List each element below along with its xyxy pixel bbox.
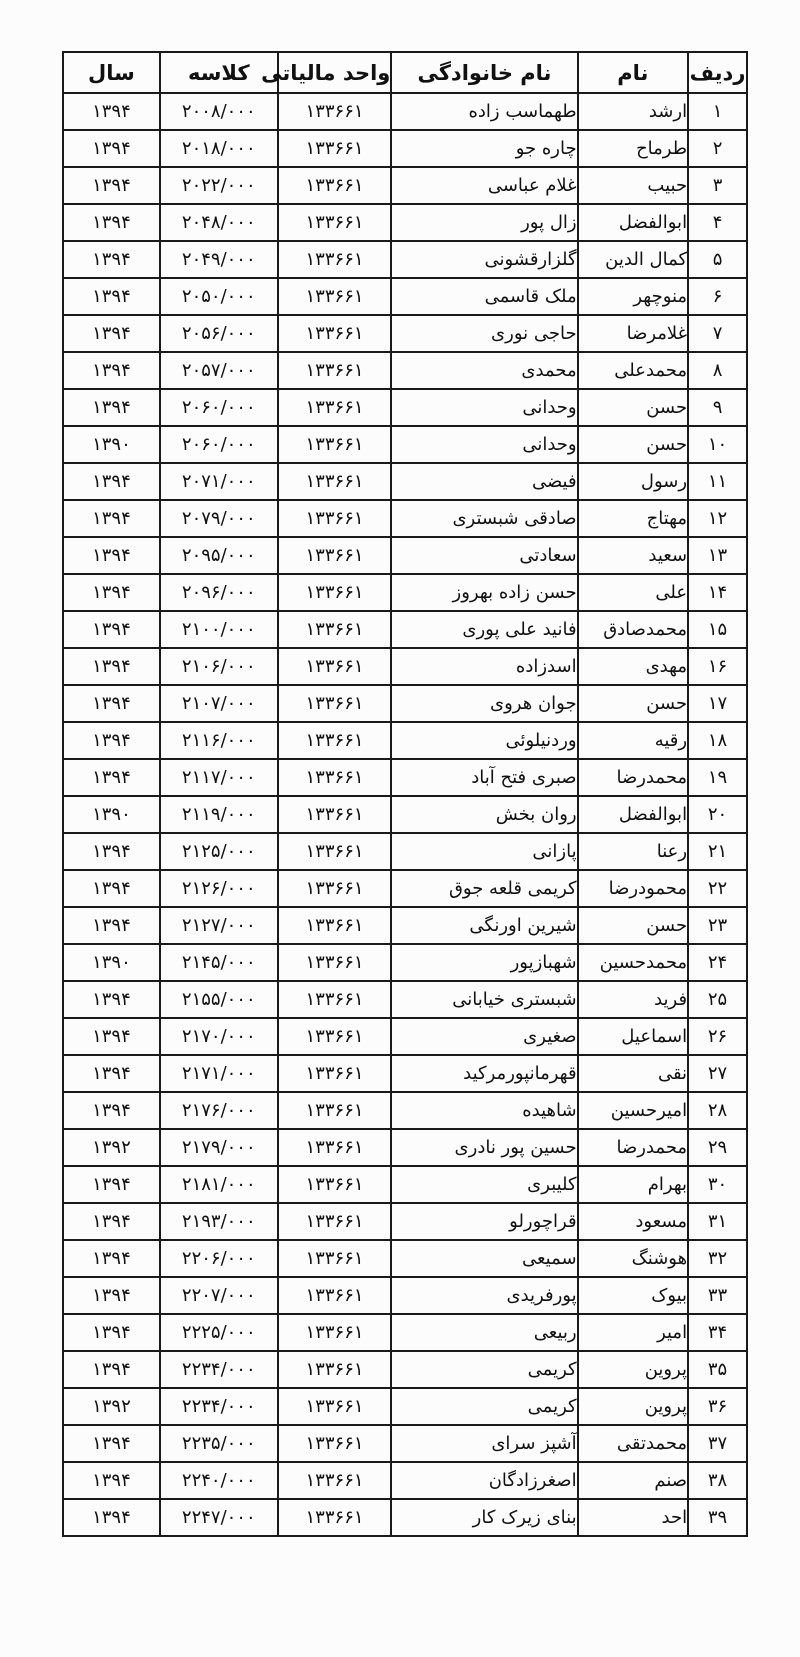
file-number-cell: ۲۱۱۹/۰۰۰: [160, 796, 278, 833]
file-number-cell: ۲۰۴۸/۰۰۰: [160, 204, 278, 241]
file-number-cell: ۲۰۶۰/۰۰۰: [160, 389, 278, 426]
table-row: [63, 500, 747, 537]
table-row: [63, 648, 747, 685]
year-cell: ۱۳۹۴: [63, 1462, 160, 1499]
table-row: [63, 352, 747, 389]
row-number-cell: ۱۶: [688, 648, 747, 685]
family-name-cell: جوان هروی: [391, 685, 577, 722]
table-row: [63, 1240, 747, 1277]
first-name-cell: سعید: [578, 537, 688, 574]
table-row: [63, 278, 747, 315]
first-name-cell: رقیه: [578, 722, 688, 759]
row-number-cell: ۳۹: [688, 1499, 747, 1536]
tax-unit-cell: ۱۳۳۶۶۱: [278, 907, 392, 944]
year-cell: ۱۳۹۴: [63, 352, 160, 389]
family-name-cell: زال پور: [391, 204, 577, 241]
file-number-cell: ۲۲۴۰/۰۰۰: [160, 1462, 278, 1499]
row-number-cell: ۶: [688, 278, 747, 315]
first-name-cell: محمودرضا: [578, 870, 688, 907]
table-row: [63, 796, 747, 833]
tax-unit-cell: ۱۳۳۶۶۱: [278, 574, 392, 611]
year-cell: ۱۳۹۴: [63, 722, 160, 759]
file-number-cell: ۲۱۴۵/۰۰۰: [160, 944, 278, 981]
header-file-number: کلاسه: [160, 52, 278, 93]
table-row: [63, 574, 747, 611]
year-cell: ۱۳۹۴: [63, 1351, 160, 1388]
year-cell: ۱۳۹۴: [63, 130, 160, 167]
row-number-cell: ۱۹: [688, 759, 747, 796]
year-cell: ۱۳۹۴: [63, 93, 160, 130]
table-row: [63, 907, 747, 944]
table-row: [63, 1425, 747, 1462]
file-number-cell: ۲۱۷۹/۰۰۰: [160, 1129, 278, 1166]
family-name-cell: قراچورلو: [391, 1203, 577, 1240]
row-number-cell: ۵: [688, 241, 747, 278]
tax-unit-cell: ۱۳۳۶۶۱: [278, 278, 392, 315]
file-number-cell: ۲۰۴۹/۰۰۰: [160, 241, 278, 278]
year-cell: ۱۳۹۴: [63, 241, 160, 278]
year-cell: ۱۳۹۲: [63, 1388, 160, 1425]
first-name-cell: مهتاج: [578, 500, 688, 537]
table-row: [63, 167, 747, 204]
year-cell: ۱۳۹۰: [63, 796, 160, 833]
row-number-cell: ۳۵: [688, 1351, 747, 1388]
tax-unit-cell: ۱۳۳۶۶۱: [278, 241, 392, 278]
file-number-cell: ۲۰۵۰/۰۰۰: [160, 278, 278, 315]
row-number-cell: ۷: [688, 315, 747, 352]
table-row: [63, 204, 747, 241]
tax-unit-cell: ۱۳۳۶۶۱: [278, 389, 392, 426]
family-name-cell: فانید علی پوری: [391, 611, 577, 648]
tax-unit-cell: ۱۳۳۶۶۱: [278, 1166, 392, 1203]
file-number-cell: ۲۱۹۳/۰۰۰: [160, 1203, 278, 1240]
file-number-cell: ۲۱۰۶/۰۰۰: [160, 648, 278, 685]
family-name-cell: کریمی قلعه جوق: [391, 870, 577, 907]
table-row: [63, 315, 747, 352]
first-name-cell: بیوک: [578, 1277, 688, 1314]
tax-unit-cell: ۱۳۳۶۶۱: [278, 1314, 392, 1351]
year-cell: ۱۳۹۴: [63, 1425, 160, 1462]
tax-unit-cell: ۱۳۳۶۶۱: [278, 611, 392, 648]
row-number-cell: ۳۱: [688, 1203, 747, 1240]
tax-unit-cell: ۱۳۳۶۶۱: [278, 352, 392, 389]
year-cell: ۱۳۹۴: [63, 870, 160, 907]
tax-unit-cell: ۱۳۳۶۶۱: [278, 1277, 392, 1314]
file-number-cell: ۲۰۰۸/۰۰۰: [160, 93, 278, 130]
tax-unit-cell: ۱۳۳۶۶۱: [278, 204, 392, 241]
year-cell: ۱۳۹۴: [63, 833, 160, 870]
year-cell: ۱۳۹۴: [63, 500, 160, 537]
row-number-cell: ۲۷: [688, 1055, 747, 1092]
year-cell: ۱۳۹۴: [63, 204, 160, 241]
first-name-cell: مسعود: [578, 1203, 688, 1240]
family-name-cell: حسن زاده بهروز: [391, 574, 577, 611]
tax-unit-cell: ۱۳۳۶۶۱: [278, 648, 392, 685]
file-number-cell: ۲۱۷۰/۰۰۰: [160, 1018, 278, 1055]
file-number-cell: ۲۱۰۰/۰۰۰: [160, 611, 278, 648]
family-name-cell: سمیعی: [391, 1240, 577, 1277]
first-name-cell: احد: [578, 1499, 688, 1536]
tax-unit-cell: ۱۳۳۶۶۱: [278, 500, 392, 537]
year-cell: ۱۳۹۴: [63, 574, 160, 611]
file-number-cell: ۲۰۵۶/۰۰۰: [160, 315, 278, 352]
row-number-cell: ۱۳: [688, 537, 747, 574]
table-row: [63, 981, 747, 1018]
table-row: [63, 1129, 747, 1166]
first-name-cell: امیر: [578, 1314, 688, 1351]
tax-unit-cell: ۱۳۳۶۶۱: [278, 685, 392, 722]
table-row: [63, 833, 747, 870]
family-name-cell: قهرمانپورمرکید: [391, 1055, 577, 1092]
table-row: [63, 611, 747, 648]
year-cell: ۱۳۹۴: [63, 1277, 160, 1314]
file-number-cell: ۲۲۳۴/۰۰۰: [160, 1388, 278, 1425]
first-name-cell: فرید: [578, 981, 688, 1018]
family-name-cell: گلزارقشونی: [391, 241, 577, 278]
family-name-cell: حاجی نوری: [391, 315, 577, 352]
family-name-cell: شاهیده: [391, 1092, 577, 1129]
year-cell: ۱۳۹۴: [63, 685, 160, 722]
file-number-cell: ۲۰۹۵/۰۰۰: [160, 537, 278, 574]
table-row: [63, 1462, 747, 1499]
table-row: [63, 1351, 747, 1388]
file-number-cell: ۲۲۳۴/۰۰۰: [160, 1351, 278, 1388]
year-cell: ۱۳۹۴: [63, 611, 160, 648]
row-number-cell: ۱۱: [688, 463, 747, 500]
row-number-cell: ۳۷: [688, 1425, 747, 1462]
tax-unit-cell: ۱۳۳۶۶۱: [278, 93, 392, 130]
table-row: [63, 759, 747, 796]
first-name-cell: محمدتقی: [578, 1425, 688, 1462]
family-name-cell: چاره جو: [391, 130, 577, 167]
tax-unit-cell: ۱۳۳۶۶۱: [278, 1240, 392, 1277]
year-cell: ۱۳۹۴: [63, 1166, 160, 1203]
first-name-cell: ابوالفضل: [578, 796, 688, 833]
file-number-cell: ۲۱۱۶/۰۰۰: [160, 722, 278, 759]
taxpayer-table: [62, 51, 748, 1537]
row-number-cell: ۲: [688, 130, 747, 167]
row-number-cell: ۱۷: [688, 685, 747, 722]
family-name-cell: شبستری خیابانی: [391, 981, 577, 1018]
row-number-cell: ۱۸: [688, 722, 747, 759]
year-cell: ۱۳۹۴: [63, 907, 160, 944]
file-number-cell: ۲۱۵۵/۰۰۰: [160, 981, 278, 1018]
header-row: [63, 52, 747, 93]
file-number-cell: ۲۰۷۹/۰۰۰: [160, 500, 278, 537]
family-name-cell: کلیبری: [391, 1166, 577, 1203]
file-number-cell: ۲۰۵۷/۰۰۰: [160, 352, 278, 389]
year-cell: ۱۳۹۴: [63, 315, 160, 352]
year-cell: ۱۳۹۰: [63, 426, 160, 463]
table-row: [63, 1499, 747, 1536]
tax-unit-cell: ۱۳۳۶۶۱: [278, 833, 392, 870]
tax-unit-cell: ۱۳۳۶۶۱: [278, 944, 392, 981]
year-cell: ۱۳۹۴: [63, 1499, 160, 1536]
family-name-cell: اسدزاده: [391, 648, 577, 685]
tax-unit-cell: ۱۳۳۶۶۱: [278, 463, 392, 500]
first-name-cell: صنم: [578, 1462, 688, 1499]
file-number-cell: ۲۰۶۰/۰۰۰: [160, 426, 278, 463]
header-family-name: نام خانوادگی: [391, 52, 577, 93]
first-name-cell: محمدرضا: [578, 759, 688, 796]
table-row: [63, 1388, 747, 1425]
table-row: [63, 1018, 747, 1055]
table-row: [63, 944, 747, 981]
tax-unit-cell: ۱۳۳۶۶۱: [278, 1129, 392, 1166]
file-number-cell: ۲۱۲۵/۰۰۰: [160, 833, 278, 870]
first-name-cell: محمدصادق: [578, 611, 688, 648]
family-name-cell: شیرین اورنگی: [391, 907, 577, 944]
family-name-cell: سعادتی: [391, 537, 577, 574]
tax-unit-cell: ۱۳۳۶۶۱: [278, 1055, 392, 1092]
table-row: [63, 1314, 747, 1351]
row-number-cell: ۲۳: [688, 907, 747, 944]
table-row: [63, 722, 747, 759]
first-name-cell: حبیب: [578, 167, 688, 204]
table-row: [63, 1092, 747, 1129]
first-name-cell: ابوالفضل: [578, 204, 688, 241]
file-number-cell: ۲۱۲۶/۰۰۰: [160, 870, 278, 907]
table-row: [63, 130, 747, 167]
first-name-cell: علی: [578, 574, 688, 611]
first-name-cell: حسن: [578, 389, 688, 426]
first-name-cell: حسن: [578, 907, 688, 944]
table-row: [63, 1166, 747, 1203]
table-row: [63, 1277, 747, 1314]
family-name-cell: وردنیلوئی: [391, 722, 577, 759]
table-row: [63, 389, 747, 426]
first-name-cell: غلامرضا: [578, 315, 688, 352]
row-number-cell: ۱۴: [688, 574, 747, 611]
header-first-name: نام: [578, 52, 688, 93]
year-cell: ۱۳۹۴: [63, 648, 160, 685]
file-number-cell: ۲۲۴۷/۰۰۰: [160, 1499, 278, 1536]
file-number-cell: ۲۰۷۱/۰۰۰: [160, 463, 278, 500]
year-cell: ۱۳۹۴: [63, 1314, 160, 1351]
row-number-cell: ۲۲: [688, 870, 747, 907]
tax-unit-cell: ۱۳۳۶۶۱: [278, 1425, 392, 1462]
first-name-cell: امیرحسین: [578, 1092, 688, 1129]
table-row: [63, 870, 747, 907]
tax-unit-cell: ۱۳۳۶۶۱: [278, 759, 392, 796]
year-cell: ۱۳۹۴: [63, 278, 160, 315]
row-number-cell: ۳۲: [688, 1240, 747, 1277]
file-number-cell: ۲۱۸۱/۰۰۰: [160, 1166, 278, 1203]
year-cell: ۱۳۹۴: [63, 167, 160, 204]
tax-unit-cell: ۱۳۳۶۶۱: [278, 167, 392, 204]
family-name-cell: شهبازپور: [391, 944, 577, 981]
first-name-cell: طرماح: [578, 130, 688, 167]
row-number-cell: ۱۰: [688, 426, 747, 463]
first-name-cell: بهرام: [578, 1166, 688, 1203]
file-number-cell: ۲۲۲۵/۰۰۰: [160, 1314, 278, 1351]
file-number-cell: ۲۲۳۵/۰۰۰: [160, 1425, 278, 1462]
row-number-cell: ۲۱: [688, 833, 747, 870]
year-cell: ۱۳۹۲: [63, 1129, 160, 1166]
year-cell: ۱۳۹۴: [63, 463, 160, 500]
header-tax-unit: واحد مالیاتی: [278, 52, 392, 93]
tax-unit-cell: ۱۳۳۶۶۱: [278, 426, 392, 463]
tax-unit-cell: ۱۳۳۶۶۱: [278, 315, 392, 352]
row-number-cell: ۲۴: [688, 944, 747, 981]
row-number-cell: ۱۲: [688, 500, 747, 537]
row-number-cell: ۳۰: [688, 1166, 747, 1203]
family-name-cell: وحدانی: [391, 389, 577, 426]
row-number-cell: ۲۶: [688, 1018, 747, 1055]
first-name-cell: نقی: [578, 1055, 688, 1092]
tax-unit-cell: ۱۳۳۶۶۱: [278, 537, 392, 574]
row-number-cell: ۳۴: [688, 1314, 747, 1351]
row-number-cell: ۱۵: [688, 611, 747, 648]
row-number-cell: ۲۰: [688, 796, 747, 833]
first-name-cell: محمدعلی: [578, 352, 688, 389]
first-name-cell: حسن: [578, 685, 688, 722]
file-number-cell: ۲۱۲۷/۰۰۰: [160, 907, 278, 944]
family-name-cell: غلام عباسی: [391, 167, 577, 204]
tax-unit-cell: ۱۳۳۶۶۱: [278, 796, 392, 833]
first-name-cell: محمدرضا: [578, 1129, 688, 1166]
family-name-cell: طهماسب زاده: [391, 93, 577, 130]
family-name-cell: کریمی: [391, 1388, 577, 1425]
tax-unit-cell: ۱۳۳۶۶۱: [278, 722, 392, 759]
file-number-cell: ۲۱۰۷/۰۰۰: [160, 685, 278, 722]
table-row: [63, 1055, 747, 1092]
tax-unit-cell: ۱۳۳۶۶۱: [278, 1462, 392, 1499]
first-name-cell: کمال الدین: [578, 241, 688, 278]
row-number-cell: ۲۵: [688, 981, 747, 1018]
first-name-cell: مهدی: [578, 648, 688, 685]
family-name-cell: ملک قاسمی: [391, 278, 577, 315]
table-row: [63, 1203, 747, 1240]
family-name-cell: ربیعی: [391, 1314, 577, 1351]
family-name-cell: پازانی: [391, 833, 577, 870]
year-cell: ۱۳۹۴: [63, 537, 160, 574]
first-name-cell: رسول: [578, 463, 688, 500]
first-name-cell: هوشنگ: [578, 1240, 688, 1277]
year-cell: ۱۳۹۴: [63, 759, 160, 796]
year-cell: ۱۳۹۴: [63, 1055, 160, 1092]
row-number-cell: ۹: [688, 389, 747, 426]
table-header: [63, 52, 747, 93]
table-body: [63, 93, 747, 1536]
family-name-cell: کریمی: [391, 1351, 577, 1388]
first-name-cell: پروین: [578, 1351, 688, 1388]
row-number-cell: ۲۹: [688, 1129, 747, 1166]
table-row: [63, 241, 747, 278]
file-number-cell: ۲۲۰۶/۰۰۰: [160, 1240, 278, 1277]
family-name-cell: صادقی شبستری: [391, 500, 577, 537]
first-name-cell: اسماعیل: [578, 1018, 688, 1055]
file-number-cell: ۲۱۱۷/۰۰۰: [160, 759, 278, 796]
family-name-cell: صغیری: [391, 1018, 577, 1055]
family-name-cell: بنای زیرک کار: [391, 1499, 577, 1536]
tax-unit-cell: ۱۳۳۶۶۱: [278, 1351, 392, 1388]
row-number-cell: ۳۶: [688, 1388, 747, 1425]
year-cell: ۱۳۹۴: [63, 981, 160, 1018]
first-name-cell: محمدحسین: [578, 944, 688, 981]
file-number-cell: ۲۰۱۸/۰۰۰: [160, 130, 278, 167]
tax-unit-cell: ۱۳۳۶۶۱: [278, 1092, 392, 1129]
tax-unit-cell: ۱۳۳۶۶۱: [278, 1018, 392, 1055]
header-row-number: ردیف: [688, 52, 747, 93]
row-number-cell: ۱: [688, 93, 747, 130]
row-number-cell: ۳۳: [688, 1277, 747, 1314]
file-number-cell: ۲۱۷۶/۰۰۰: [160, 1092, 278, 1129]
row-number-cell: ۸: [688, 352, 747, 389]
row-number-cell: ۲۸: [688, 1092, 747, 1129]
family-name-cell: پورفریدی: [391, 1277, 577, 1314]
row-number-cell: ۴: [688, 204, 747, 241]
year-cell: ۱۳۹۴: [63, 1018, 160, 1055]
table-row: [63, 93, 747, 130]
family-name-cell: آشپز سرای: [391, 1425, 577, 1462]
year-cell: ۱۳۹۴: [63, 1240, 160, 1277]
family-name-cell: محمدی: [391, 352, 577, 389]
header-year: سال: [63, 52, 160, 93]
family-name-cell: حسین پور نادری: [391, 1129, 577, 1166]
family-name-cell: اصغرزادگان: [391, 1462, 577, 1499]
first-name-cell: ارشد: [578, 93, 688, 130]
file-number-cell: ۲۰۹۶/۰۰۰: [160, 574, 278, 611]
tax-unit-cell: ۱۳۳۶۶۱: [278, 1388, 392, 1425]
table-row: [63, 426, 747, 463]
family-name-cell: روان بخش: [391, 796, 577, 833]
first-name-cell: منوچهر: [578, 278, 688, 315]
first-name-cell: رعنا: [578, 833, 688, 870]
file-number-cell: ۲۲۰۷/۰۰۰: [160, 1277, 278, 1314]
tax-unit-cell: ۱۳۳۶۶۱: [278, 1499, 392, 1536]
row-number-cell: ۳۸: [688, 1462, 747, 1499]
year-cell: ۱۳۹۴: [63, 389, 160, 426]
tax-unit-cell: ۱۳۳۶۶۱: [278, 1203, 392, 1240]
family-name-cell: فیضی: [391, 463, 577, 500]
first-name-cell: حسن: [578, 426, 688, 463]
file-number-cell: ۲۱۷۱/۰۰۰: [160, 1055, 278, 1092]
year-cell: ۱۳۹۴: [63, 1203, 160, 1240]
tax-unit-cell: ۱۳۳۶۶۱: [278, 981, 392, 1018]
year-cell: ۱۳۹۰: [63, 944, 160, 981]
file-number-cell: ۲۰۲۲/۰۰۰: [160, 167, 278, 204]
row-number-cell: ۳: [688, 167, 747, 204]
family-name-cell: صبری فتح آباد: [391, 759, 577, 796]
tax-unit-cell: ۱۳۳۶۶۱: [278, 130, 392, 167]
first-name-cell: پروین: [578, 1388, 688, 1425]
year-cell: ۱۳۹۴: [63, 1092, 160, 1129]
table-row: [63, 685, 747, 722]
table-row: [63, 463, 747, 500]
family-name-cell: وحدانی: [391, 426, 577, 463]
tax-unit-cell: ۱۳۳۶۶۱: [278, 870, 392, 907]
table-row: [63, 537, 747, 574]
